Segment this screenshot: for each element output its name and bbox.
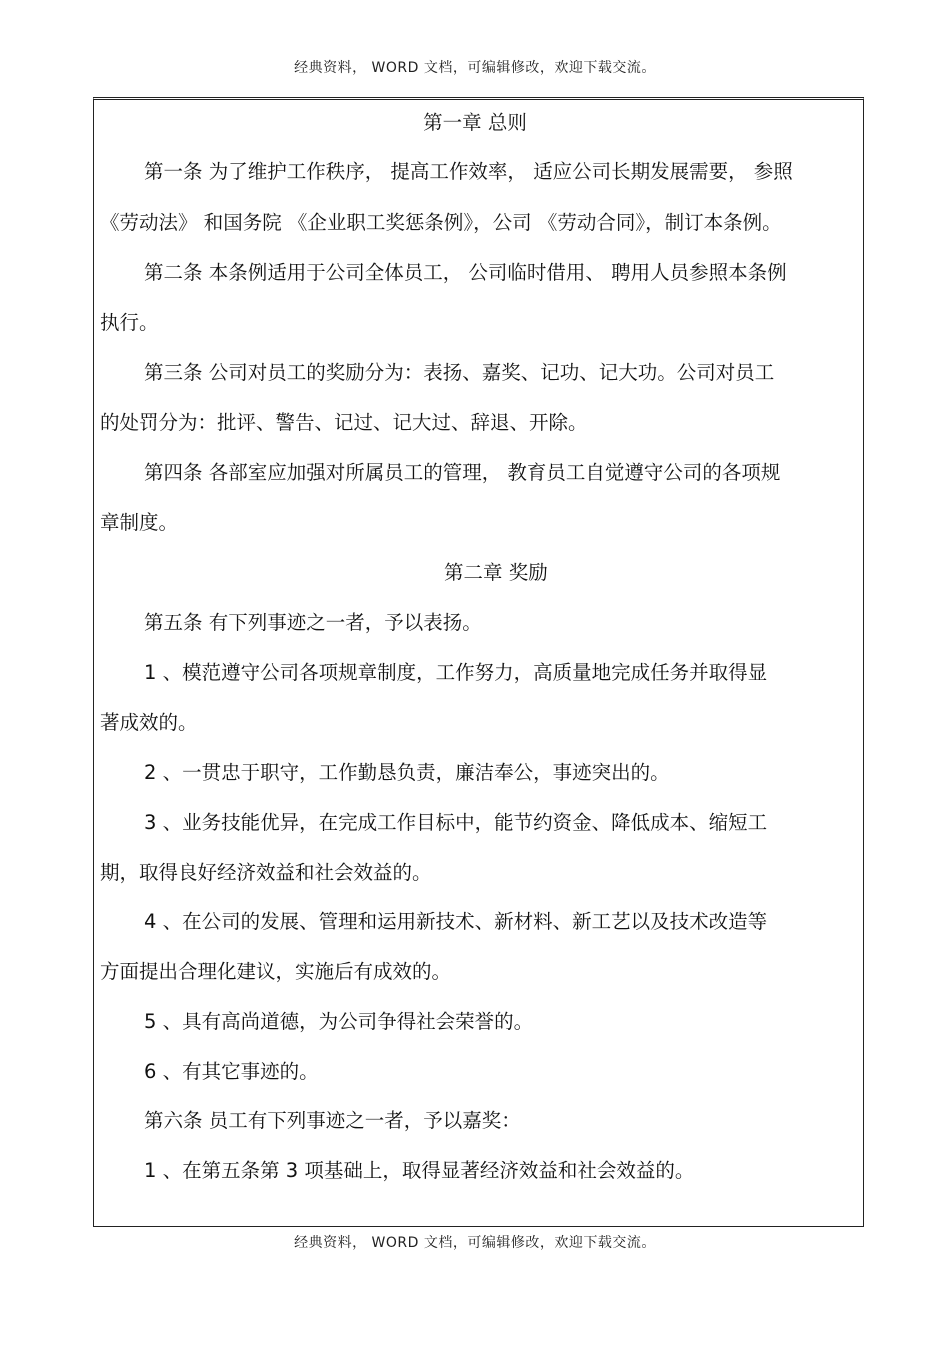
article-line: 第一条 为了维护工作秩序， 提高工作效率， 适应公司长期发展需要， 参照 xyxy=(144,160,793,183)
article-line: 著成效的。 xyxy=(100,711,198,734)
article-line: 《劳动法》 和国务院 《企业职工奖惩条例》，公司 《劳动合同》，制订本条例。 xyxy=(100,211,782,234)
article-line: 方面提出合理化建议，实施后有成效的。 xyxy=(100,960,452,983)
article-line: 第四条 各部室应加强对所属员工的管理， 教育员工自觉遵守公司的各项规 xyxy=(144,461,781,484)
chapter-title: 第一章 总则 xyxy=(423,111,527,134)
article-line: 章制度。 xyxy=(100,511,179,534)
article-line: 2 、一贯忠于职守，工作勤恳负责，廉洁奉公，事迹突出的。 xyxy=(144,761,670,784)
article-line: 执行。 xyxy=(100,311,159,334)
article-line: 第五条 有下列事迹之一者，予以表扬。 xyxy=(144,611,482,634)
article-line: 5 、具有高尚道德，为公司争得社会荣誉的。 xyxy=(144,1010,534,1033)
article-line: 期，取得良好经济效益和社会效益的。 xyxy=(100,861,432,884)
article-line: 3 、业务技能优异，在完成工作目标中，能节约资金、降低成本、缩短工 xyxy=(144,811,768,834)
article-line: 第六条 员工有下列事迹之一者，予以嘉奖： xyxy=(144,1109,521,1132)
chapter-title: 第二章 奖励 xyxy=(444,561,548,584)
article-line: 1 、在第五条第 3 项基础上，取得显著经济效益和社会效益的。 xyxy=(144,1159,695,1182)
header-note: 经典资料， WORD 文档，可编辑修改，欢迎下载交流。 xyxy=(294,60,656,76)
article-line: 第三条 公司对员工的奖励分为：表扬、嘉奖、记功、记大功。公司对员工 xyxy=(144,361,775,384)
article-line: 第二条 本条例适用于公司全体员工， 公司临时借用、 聘用人员参照本条例 xyxy=(144,261,787,284)
article-line: 的处罚分为：批评、警告、记过、记大过、辞退、开除。 xyxy=(100,411,588,434)
article-line: 1 、模范遵守公司各项规章制度，工作努力，高质量地完成任务并取得显 xyxy=(144,661,768,684)
footer-note: 经典资料， WORD 文档，可编辑修改，欢迎下载交流。 xyxy=(294,1235,656,1251)
article-line: 6 、有其它事迹的。 xyxy=(144,1060,319,1083)
article-line: 4 、在公司的发展、管理和运用新技术、新材料、新工艺以及技术改造等 xyxy=(144,910,768,933)
